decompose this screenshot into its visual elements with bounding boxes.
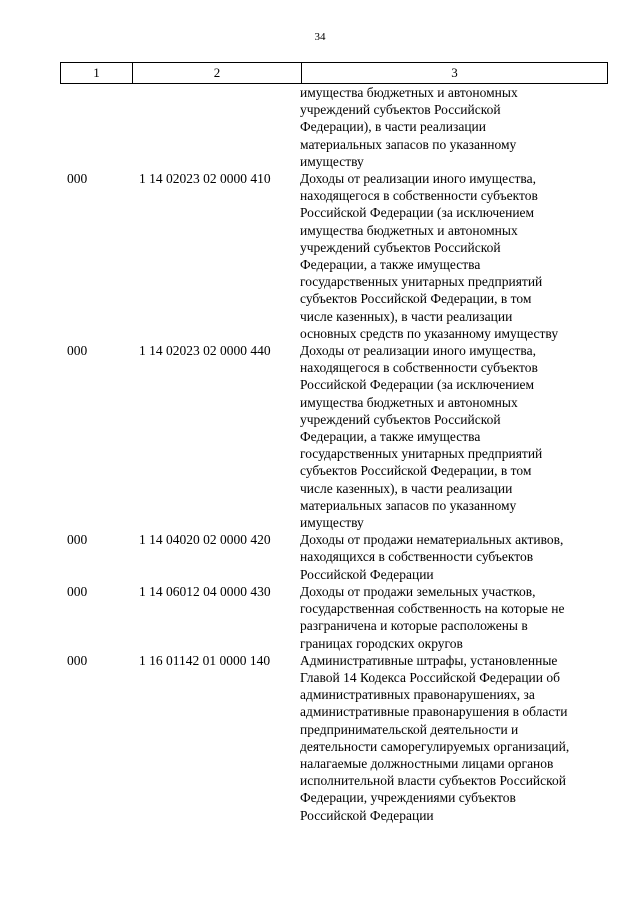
table-row (0, 170, 640, 342)
description-line: Российской Федерации (300, 566, 434, 582)
description-line: Доходы от реализации иного имущества, (300, 343, 536, 359)
description-line: учреждений субъектов Российской (300, 411, 501, 427)
description-line: административные правонарушения в области (300, 704, 568, 720)
description-line: имуществу (300, 153, 364, 169)
description-line: находящегося в собственности субъектов (300, 188, 538, 204)
revenue-code: 1 14 02023 02 0000 410 (139, 171, 271, 187)
description-line: предпринимательской деятельности и (300, 721, 519, 737)
description-line: Российской Федерации (300, 807, 434, 823)
description-line: имуществу (300, 515, 364, 531)
description-line: Доходы от продажи нематериальных активов, (300, 532, 564, 548)
description-line: разграничена и которые расположены в (300, 618, 528, 634)
description-line: Главой 14 Кодекса Российской Федерации об (300, 669, 560, 685)
header-col-1: 1 (61, 63, 133, 83)
revenue-code: 1 16 01142 01 0000 140 (139, 652, 271, 668)
description-line: Российской Федерации (за исключением (300, 377, 535, 393)
header-col-2: 2 (133, 63, 302, 83)
description-line: имущества бюджетных и автономных (300, 85, 518, 100)
description-line: числе казенных), в части реализации (300, 308, 513, 324)
description-line: Доходы от реализации иного имущества, (300, 171, 536, 187)
description-line: государственная собственность на которые не (300, 601, 565, 617)
revenue-description (300, 342, 612, 531)
revenue-description (300, 531, 612, 583)
table-header (60, 62, 608, 84)
description-line: числе казенных), в части реализации (300, 480, 513, 496)
revenue-description (300, 583, 612, 652)
description-line: Федерации), в части реализации (300, 119, 487, 135)
admin-code: 000 (67, 343, 88, 359)
revenue-code: 1 14 02023 02 0000 440 (139, 343, 271, 359)
admin-code: 000 (67, 583, 88, 599)
admin-code: 000 (67, 171, 88, 187)
revenue-code: 1 14 06012 04 0000 430 (139, 583, 271, 599)
description-line: материальных запасов по указанному (300, 136, 517, 152)
admin-code: 000 (67, 652, 88, 668)
description-line: Доходы от продажи земельных участков, (300, 583, 536, 599)
table-body (0, 84, 640, 824)
revenue-description (300, 652, 612, 824)
description-line: налагаемые должностными лицами органов (300, 755, 554, 771)
description-line: деятельности саморегулируемых организаций, (300, 738, 570, 754)
description-line: Федерации, а также имущества (300, 257, 481, 273)
revenue-code: 1 14 04020 02 0000 420 (139, 532, 271, 548)
description-line: имущества бюджетных и автономных (300, 394, 518, 410)
revenue-description (300, 84, 612, 170)
description-line: Федерации, а также имущества (300, 429, 481, 445)
description-line: основных средств по указанному имуществу (300, 325, 559, 341)
description-line: субъектов Российской Федерации, в том (300, 291, 532, 307)
description-line: находящихся в собственности субъектов (300, 549, 534, 565)
description-line: Федерации, учреждениями субъектов (300, 790, 516, 806)
description-line: Российской Федерации (за исключением (300, 205, 535, 221)
description-line: учреждений субъектов Российской (300, 239, 501, 255)
description-line: границах городских округов (300, 635, 463, 651)
table-row (0, 84, 640, 170)
description-line: государственных унитарных предприятий (300, 274, 543, 290)
admin-code: 000 (67, 532, 88, 548)
page-number: 34 (314, 31, 326, 43)
revenue-description (300, 170, 612, 342)
description-line: административных правонарушениях, за (300, 687, 535, 703)
header-col-3: 3 (451, 65, 458, 80)
description-line: имущества бюджетных и автономных (300, 222, 518, 238)
description-line: государственных унитарных предприятий (300, 446, 543, 462)
description-line: находящегося в собственности субъектов (300, 360, 538, 376)
description-line: учреждений субъектов Российской (300, 102, 501, 118)
table-row (0, 583, 640, 652)
description-line: исполнительной власти субъектов Российской (300, 773, 566, 789)
table-row (0, 342, 640, 531)
description-line: материальных запасов по указанному (300, 497, 517, 513)
table-row (0, 531, 640, 583)
table-row (0, 652, 640, 824)
description-line: Административные штрафы, установленные (300, 652, 558, 668)
description-line: субъектов Российской Федерации, в том (300, 463, 532, 479)
